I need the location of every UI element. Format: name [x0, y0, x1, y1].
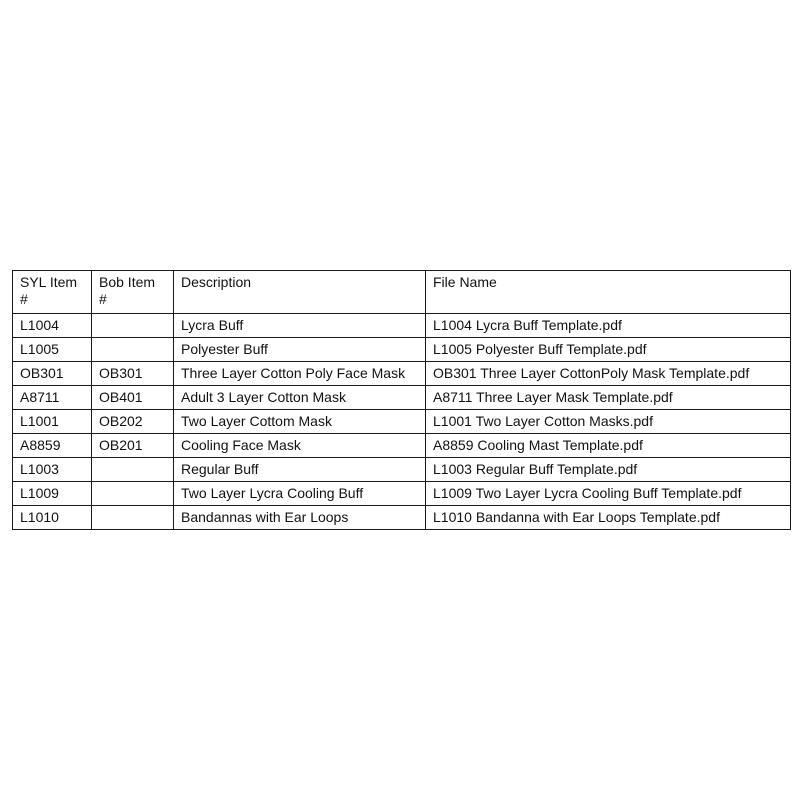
- header-syl-item: SYL Item #: [13, 271, 92, 314]
- table-row: [13, 458, 791, 482]
- cell-file-name: L1005 Polyester Buff Template.pdf: [426, 338, 791, 362]
- table-row: [13, 362, 791, 386]
- cell-syl-item: L1009: [13, 482, 92, 506]
- cell-description: Two Layer Lycra Cooling Buff: [174, 482, 426, 506]
- cell-description: Bandannas with Ear Loops: [174, 506, 426, 530]
- table-row: [13, 506, 791, 530]
- cell-file-name: A8859 Cooling Mast Template.pdf: [426, 434, 791, 458]
- cell-syl-item: L1010: [13, 506, 92, 530]
- cell-file-name: A8711 Three Layer Mask Template.pdf: [426, 386, 791, 410]
- cell-syl-item: OB301: [13, 362, 92, 386]
- table-row: [13, 386, 791, 410]
- cell-bob-item: [92, 506, 174, 530]
- cell-bob-item: [92, 314, 174, 338]
- table-row: [13, 314, 791, 338]
- cell-bob-item: OB201: [92, 434, 174, 458]
- cell-description: Two Layer Cottom Mask: [174, 410, 426, 434]
- cell-syl-item: L1003: [13, 458, 92, 482]
- header-file-name: File Name: [426, 271, 791, 314]
- cell-file-name: L1010 Bandanna with Ear Loops Template.pdf: [426, 506, 791, 530]
- cell-description: Adult 3 Layer Cotton Mask: [174, 386, 426, 410]
- table-row: [13, 482, 791, 506]
- cell-file-name: L1003 Regular Buff Template.pdf: [426, 458, 791, 482]
- cell-file-name: L1001 Two Layer Cotton Masks.pdf: [426, 410, 791, 434]
- cell-syl-item: L1004: [13, 314, 92, 338]
- cell-bob-item: [92, 482, 174, 506]
- cell-description: Regular Buff: [174, 458, 426, 482]
- cell-syl-item: L1001: [13, 410, 92, 434]
- cell-bob-item: OB401: [92, 386, 174, 410]
- table-row: [13, 410, 791, 434]
- cell-description: Cooling Face Mask: [174, 434, 426, 458]
- cell-description: Three Layer Cotton Poly Face Mask: [174, 362, 426, 386]
- table-row: [13, 338, 791, 362]
- cell-file-name: OB301 Three Layer CottonPoly Mask Template.pdf: [426, 362, 791, 386]
- cell-bob-item: OB301: [92, 362, 174, 386]
- cell-bob-item: OB202: [92, 410, 174, 434]
- table-row: [13, 434, 791, 458]
- item-file-table: [12, 270, 791, 530]
- header-bob-item: Bob Item #: [92, 271, 174, 314]
- cell-syl-item: A8711: [13, 386, 92, 410]
- cell-file-name: L1009 Two Layer Lycra Cooling Buff Template.pdf: [426, 482, 791, 506]
- cell-bob-item: [92, 458, 174, 482]
- cell-bob-item: [92, 338, 174, 362]
- table-header-row: [13, 271, 791, 314]
- cell-syl-item: A8859: [13, 434, 92, 458]
- header-description: Description: [174, 271, 426, 314]
- cell-description: Lycra Buff: [174, 314, 426, 338]
- cell-syl-item: L1005: [13, 338, 92, 362]
- cell-description: Polyester Buff: [174, 338, 426, 362]
- cell-file-name: L1004 Lycra Buff Template.pdf: [426, 314, 791, 338]
